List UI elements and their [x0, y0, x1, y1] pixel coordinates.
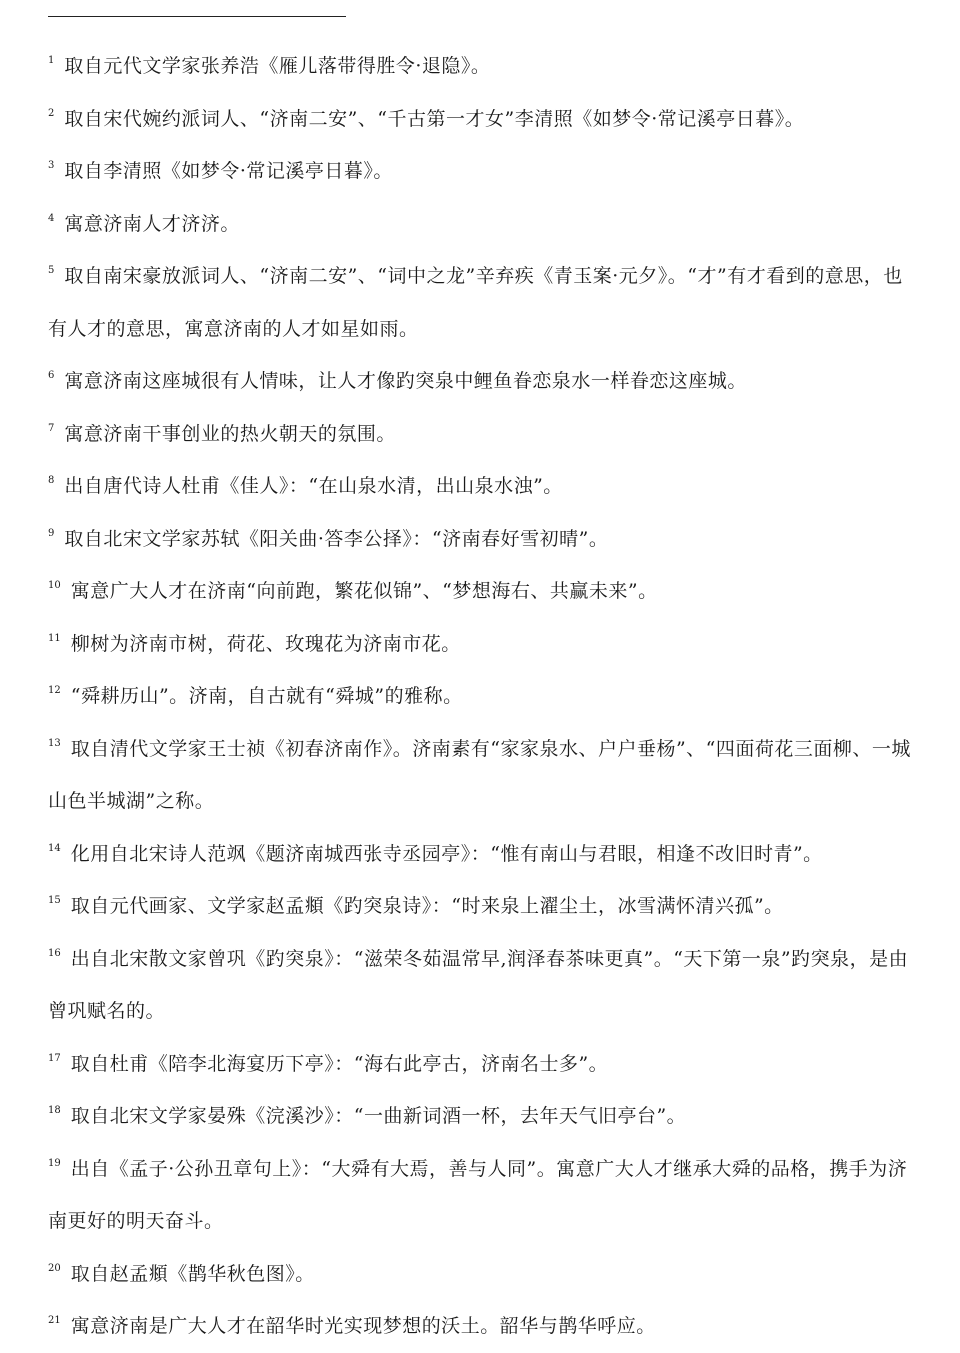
- footnote-text: “舜耕历山”。济南，自古就有“舜城”的雅称。: [70, 685, 463, 707]
- footnote-number: 16: [48, 947, 61, 959]
- footnote-number: 12: [48, 685, 61, 696]
- footnote-item: [48, 408, 914, 461]
- footnote-item: [48, 1038, 914, 1091]
- footnote-item: [48, 880, 914, 933]
- footnote-text: 取自李清照《如梦令·常记溪亭日暮》。: [64, 160, 393, 182]
- footnote-item: [48, 1090, 914, 1143]
- footnote-item: [48, 145, 914, 198]
- footnote-number: 15: [48, 895, 61, 906]
- footnote-item: [48, 618, 914, 671]
- footnote-item: [48, 250, 914, 355]
- footnote-item: [48, 460, 914, 513]
- footnote-text: 取自赵孟頫《鹊华秋色图》。: [70, 1262, 315, 1285]
- footnote-item: [48, 93, 914, 146]
- footnote-item: [48, 565, 914, 618]
- footnote-number: 2: [48, 107, 55, 119]
- footnote-text: 取自清代文学家王士祯《初春济南作》。济南素有“家家泉水、户户垂杨”、“四面荷花三面柳、一城山色半城湖”之称。: [48, 737, 911, 812]
- footnote-item: [48, 40, 914, 93]
- footnote-number: 6: [48, 370, 55, 381]
- footnote-separator-rule: [48, 16, 346, 17]
- footnote-number: 21: [48, 1315, 61, 1326]
- footnote-item: [48, 355, 914, 408]
- footnote-item: [48, 723, 914, 828]
- footnote-number: 3: [48, 160, 55, 171]
- footnote-number: 8: [48, 475, 55, 486]
- footnote-number: 4: [48, 212, 55, 224]
- footnote-text: 取自杜甫《陪李北海宴历下亭》：“海右此亭古，济南名士多”。: [70, 1052, 609, 1075]
- footnote-number: 18: [48, 1105, 61, 1116]
- footnote-item: [48, 828, 914, 881]
- footnote-number: 7: [48, 422, 55, 434]
- footnote-number: 19: [48, 1157, 61, 1169]
- footnote-list: [48, 40, 914, 1353]
- footnote-number: 9: [48, 527, 55, 539]
- footnote-item: [48, 1300, 914, 1353]
- footnote-text: 取自北宋文学家苏轼《阳关曲·答李公择》：“济南春好雪初晴”。: [64, 527, 609, 550]
- footnote-number: 1: [48, 55, 55, 66]
- footnote-text: 寓意济南这座城很有人情味，让人才像趵突泉中鲤鱼眷恋泉水一样眷恋这座城。: [64, 370, 747, 392]
- footnote-text: 取自元代画家、文学家赵孟頫《趵突泉诗》：“时来泉上濯尘土，冰雪满怀清兴孤”。: [70, 895, 784, 917]
- footnote-text: 取自北宋文学家晏殊《浣溪沙》：“一曲新词酒一杯，去年天气旧亭台”。: [70, 1105, 687, 1127]
- footnote-number: 17: [48, 1052, 61, 1064]
- footnote-text: 取自南宋豪放派词人、“济南二安”、“词中之龙”辛弃疾《青玉案·元夕》。“才”有才看到的意思，也有人才的意思，寓意济南的人才如星如雨。: [48, 265, 903, 340]
- footnote-text: 寓意广大人才在济南“向前跑，繁花似锦”、“梦想海右、共赢未来”。: [70, 580, 658, 602]
- footnote-text: 取自宋代婉约派词人、“济南二安”、“千古第一才女”李清照《如梦令·常记溪亭日暮》。: [64, 107, 805, 130]
- footnote-text: 寓意济南人才济济。: [64, 212, 240, 235]
- footnote-number: 5: [48, 265, 55, 276]
- footnote-text: 寓意济南干事创业的热火朝天的氛围。: [64, 422, 396, 445]
- footnote-item: [48, 933, 914, 1038]
- footnote-item: [48, 1248, 914, 1301]
- footnote-item: [48, 513, 914, 566]
- footnote-item: [48, 1143, 914, 1248]
- footnote-number: 13: [48, 737, 61, 749]
- footnote-number: 11: [48, 632, 61, 644]
- footnote-number: 10: [48, 580, 61, 591]
- footnote-text: 出自唐代诗人杜甫《佳人》：“在山泉水清，出山泉水浊”。: [64, 475, 563, 497]
- footnote-number: 20: [48, 1262, 61, 1274]
- footnote-text: 柳树为济南市树，荷花、玫瑰花为济南市花。: [70, 632, 461, 655]
- footnote-text: 化用自北宋诗人范飒《题济南城西张寺丞园亭》：“惟有南山与君眼，相逢不改旧时青”。: [70, 842, 823, 865]
- footnote-text: 取自元代文学家张养浩《雁儿落带得胜令·退隐》。: [64, 55, 491, 77]
- footnote-text: 出自《孟子·公孙丑章句上》：“大舜有大焉，善与人同”。寓意广大人才继承大舜的品格，携手为济南更好的明天奋斗。: [48, 1157, 908, 1232]
- footnote-item: [48, 670, 914, 723]
- footnote-item: [48, 198, 914, 251]
- footnote-text: 出自北宋散文家曾巩《趵突泉》：“滋荣冬茹温常早,润泽春茶味更真”。“天下第一泉”趵突泉，是由曾巩赋名的。: [48, 947, 909, 1022]
- footnote-number: 14: [48, 842, 61, 854]
- footnote-text: 寓意济南是广大人才在韶华时光实现梦想的沃土。韶华与鹊华呼应。: [70, 1315, 656, 1337]
